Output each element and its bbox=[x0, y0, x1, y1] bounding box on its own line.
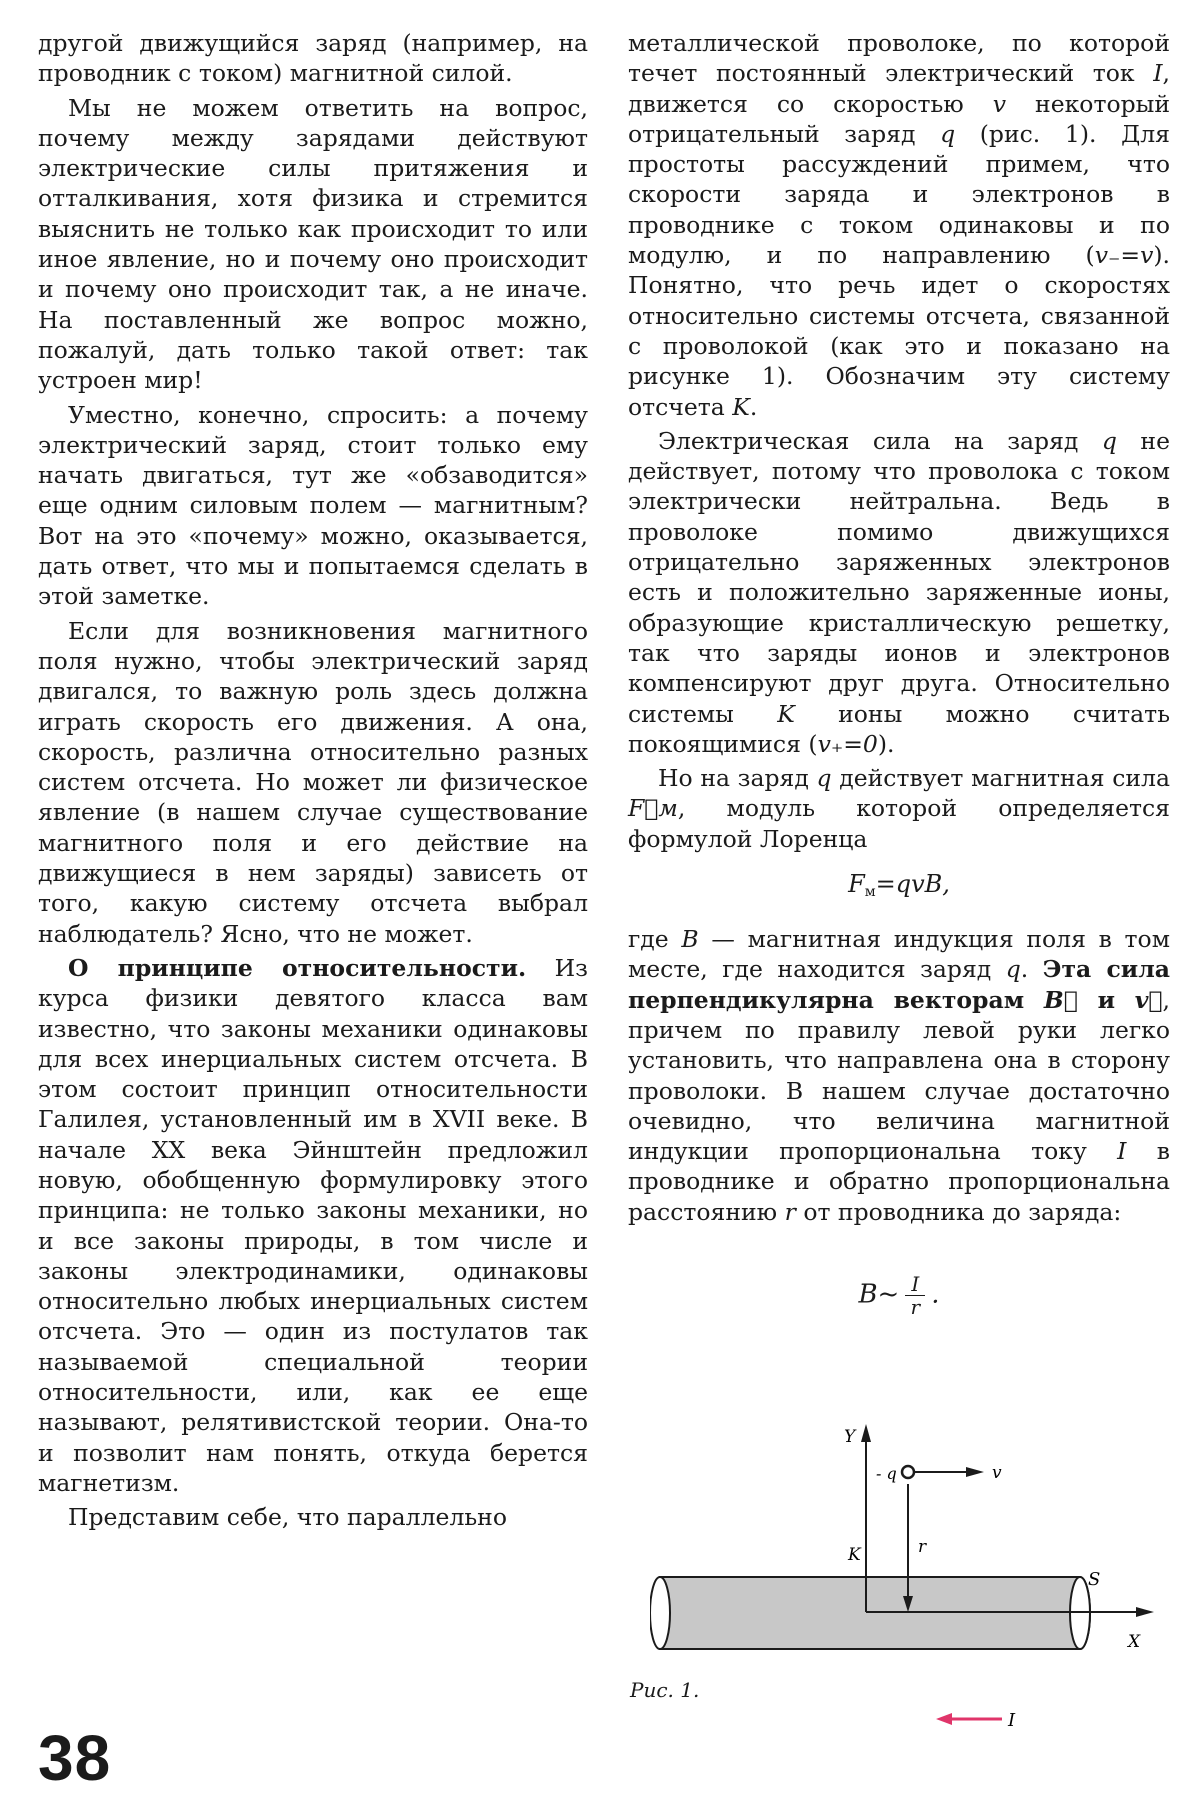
bold-statement: Эта сила перпендикулярна векторам bbox=[628, 955, 1170, 1014]
symbol-I: I bbox=[1153, 59, 1163, 88]
text-run: некоторый отрицательный заряд bbox=[628, 89, 1171, 148]
proportionality-formula bbox=[628, 1273, 1170, 1318]
charge-q bbox=[902, 1466, 914, 1478]
text-run: Электрическая сила на заряд bbox=[658, 426, 1102, 455]
label-I: I bbox=[1008, 1710, 1016, 1731]
symbol-q: q bbox=[816, 764, 832, 793]
text-run: металлической проволоке, по которой течет постоянный электрический ток bbox=[628, 29, 1170, 88]
formula-subscript: м bbox=[864, 884, 876, 901]
symbol-v: v bbox=[992, 89, 1007, 118]
symbol-B-vector: B⃗ bbox=[1024, 985, 1098, 1014]
symbol-q: q bbox=[940, 119, 956, 148]
right-paragraph-2 bbox=[628, 426, 1170, 759]
text-run: не действует, потому что проволока с током электрически нейтральна. Ведь в проволоке помимо движущихся отрицательно заряженных электронов есть и положительно заряженные ионы, образующие кристаллическую решетку, так что заряды ионов и электронов компенсируют друг друга. Относительно системы bbox=[628, 426, 1170, 728]
text-run: ионы можно считать покоящимися ( bbox=[628, 699, 1170, 758]
wire-left-end bbox=[650, 1577, 670, 1649]
label-r: r bbox=[918, 1537, 927, 1557]
text-run: в проводнике и обратно пропорциональна расстоянию bbox=[628, 1137, 1170, 1226]
text-run: ). bbox=[877, 729, 895, 758]
bold-and: и bbox=[1097, 985, 1116, 1014]
text-run: где bbox=[628, 925, 682, 954]
left-column bbox=[38, 28, 588, 1533]
paragraph-4: Если для возникновения магнитного поля нужно, чтобы электрический заряд двигался, то важную роль здесь должна играть скорость его движения. А она, скорость, различна относительно разных систем отсчета. Но может ли физическое явление (в нашем случае существование магнитного поля и его действие на движущиеся в нем заряды) зависеть от того, какую систему отсчета выбрал наблюдатель? Ясно, что не может. bbox=[38, 616, 588, 948]
text-run: (рис. 1). Для простоты рассуждений примем, что скорости заряда и электронов в проводнике с током одинаковы и по модулю, и по направлению ( bbox=[628, 119, 1170, 270]
figure-1 bbox=[650, 1412, 1170, 1732]
right-paragraph-4 bbox=[628, 924, 1170, 1227]
fraction-denominator: r bbox=[910, 1294, 921, 1319]
symbol-K: K bbox=[777, 699, 795, 728]
label-S: S bbox=[1088, 1569, 1101, 1590]
label-X: X bbox=[1128, 1632, 1141, 1652]
formula-F: F bbox=[848, 870, 865, 899]
paragraph-6: Представим себе, что параллельно bbox=[68, 1503, 507, 1532]
label-K: K bbox=[848, 1545, 861, 1565]
text-run: от проводника до заряда: bbox=[795, 1197, 1122, 1226]
fraction-numerator: I bbox=[905, 1273, 925, 1296]
equation-v-minus: v₋=v bbox=[1094, 241, 1154, 270]
equation-v-plus: v₊=0 bbox=[817, 729, 878, 758]
fraction bbox=[905, 1273, 925, 1318]
velocity-arrow-head bbox=[966, 1467, 984, 1477]
paragraph-3: Уместно, конечно, спросить: а почему электрический заряд, стоит только ему начать двигаться, тут же «обзаводится» еще одним силовым полем — магнитным? Вот на это «почему» можно, оказывается, дать ответ, что мы и попытаемся сделать в этой заметке. bbox=[38, 400, 588, 611]
right-paragraph-1 bbox=[628, 28, 1170, 422]
text-run: , модуль которой определяется формулой Лоренца bbox=[628, 794, 1170, 853]
lorentz-formula bbox=[628, 868, 1170, 908]
symbol-K: K bbox=[732, 392, 750, 421]
paragraph-1: другой движущийся заряд (например, на проводник с током) магнитной силой. bbox=[38, 29, 588, 88]
symbol-r: r bbox=[784, 1197, 796, 1226]
symbol-v-vector: v⃗ bbox=[1115, 985, 1163, 1014]
formula-rhs: =qvB, bbox=[875, 870, 950, 899]
symbol-q: q bbox=[1101, 426, 1117, 455]
text-run: Но на заряд bbox=[658, 764, 817, 793]
text-run: ). Понятно, что речь идет о скоростях относительно системы отсчета, связанной с проволокой (как это и показано на рисунке 1). Обозначим эту систему отсчета bbox=[628, 241, 1170, 421]
label-q: - q bbox=[876, 1464, 897, 1483]
right-column bbox=[628, 28, 1170, 1318]
x-axis-arrow bbox=[1136, 1607, 1154, 1617]
paragraph-5 bbox=[38, 953, 588, 1498]
text-run: , движется со скоростью bbox=[628, 59, 1170, 118]
symbol-I: I bbox=[1117, 1137, 1127, 1166]
text-run: . bbox=[749, 392, 758, 421]
symbol-F-vector: F⃗м bbox=[628, 794, 678, 823]
text-run: — магнитная индукция поля в том месте, где находится заряд bbox=[628, 925, 1170, 984]
page-number: 38 bbox=[38, 1722, 112, 1794]
text-run: , причем по правилу левой руки легко установить, что направлена она в сторону проволоки. В нашем случае достаточно очевидно, что величина магнитной индукции пропорциональна току bbox=[628, 985, 1170, 1166]
label-Y: Y bbox=[844, 1427, 856, 1447]
right-paragraph-3 bbox=[628, 763, 1170, 854]
formula-period: . bbox=[931, 1279, 940, 1310]
symbol-q: q bbox=[1005, 955, 1021, 984]
formula-B: B~ bbox=[858, 1279, 900, 1310]
paragraph-5-text: Из курса физики девятого класса вам известно, что законы механики одинаковы для всех инерциальных систем отсчета. В этом состоит принцип относительности Галилея, установленный им в XVII веке. В начале XX века Эйнштейн предложил новую, обобщенную формулировку этого принципа: не только законы механики, но и все законы природы, в том числе и законы электродинамики, одинаковы относительно любых инерциальных систем отсчета. Это — один из постулатов так называемой специальной теории относительности, или, как ее еще называют, релятивистской теории. Она-то и позволит нам понять, откуда берется магнетизм. bbox=[38, 953, 588, 1497]
figure-caption: Рис. 1. bbox=[630, 1678, 700, 1702]
y-axis-arrow bbox=[861, 1424, 871, 1442]
current-arrow-head bbox=[936, 1713, 952, 1725]
text-run: . bbox=[1020, 955, 1043, 984]
symbol-B: B bbox=[681, 925, 699, 954]
section-heading: О принципе относительности. bbox=[68, 953, 527, 982]
label-v: v bbox=[992, 1463, 1002, 1483]
paragraph-2: Мы не можем ответить на вопрос, почему между зарядами действуют электрические силы притяжения и отталкивания, хотя физика и стремится выяснить не только как происходит то или иное явление, но и почему оно происходит и почему оно происходит так, а не иначе. На поставленный же вопрос можно, пожалуй, дать только такой ответ: так устроен мир! bbox=[38, 93, 588, 395]
text-run: действует магнитная сила bbox=[831, 764, 1170, 793]
